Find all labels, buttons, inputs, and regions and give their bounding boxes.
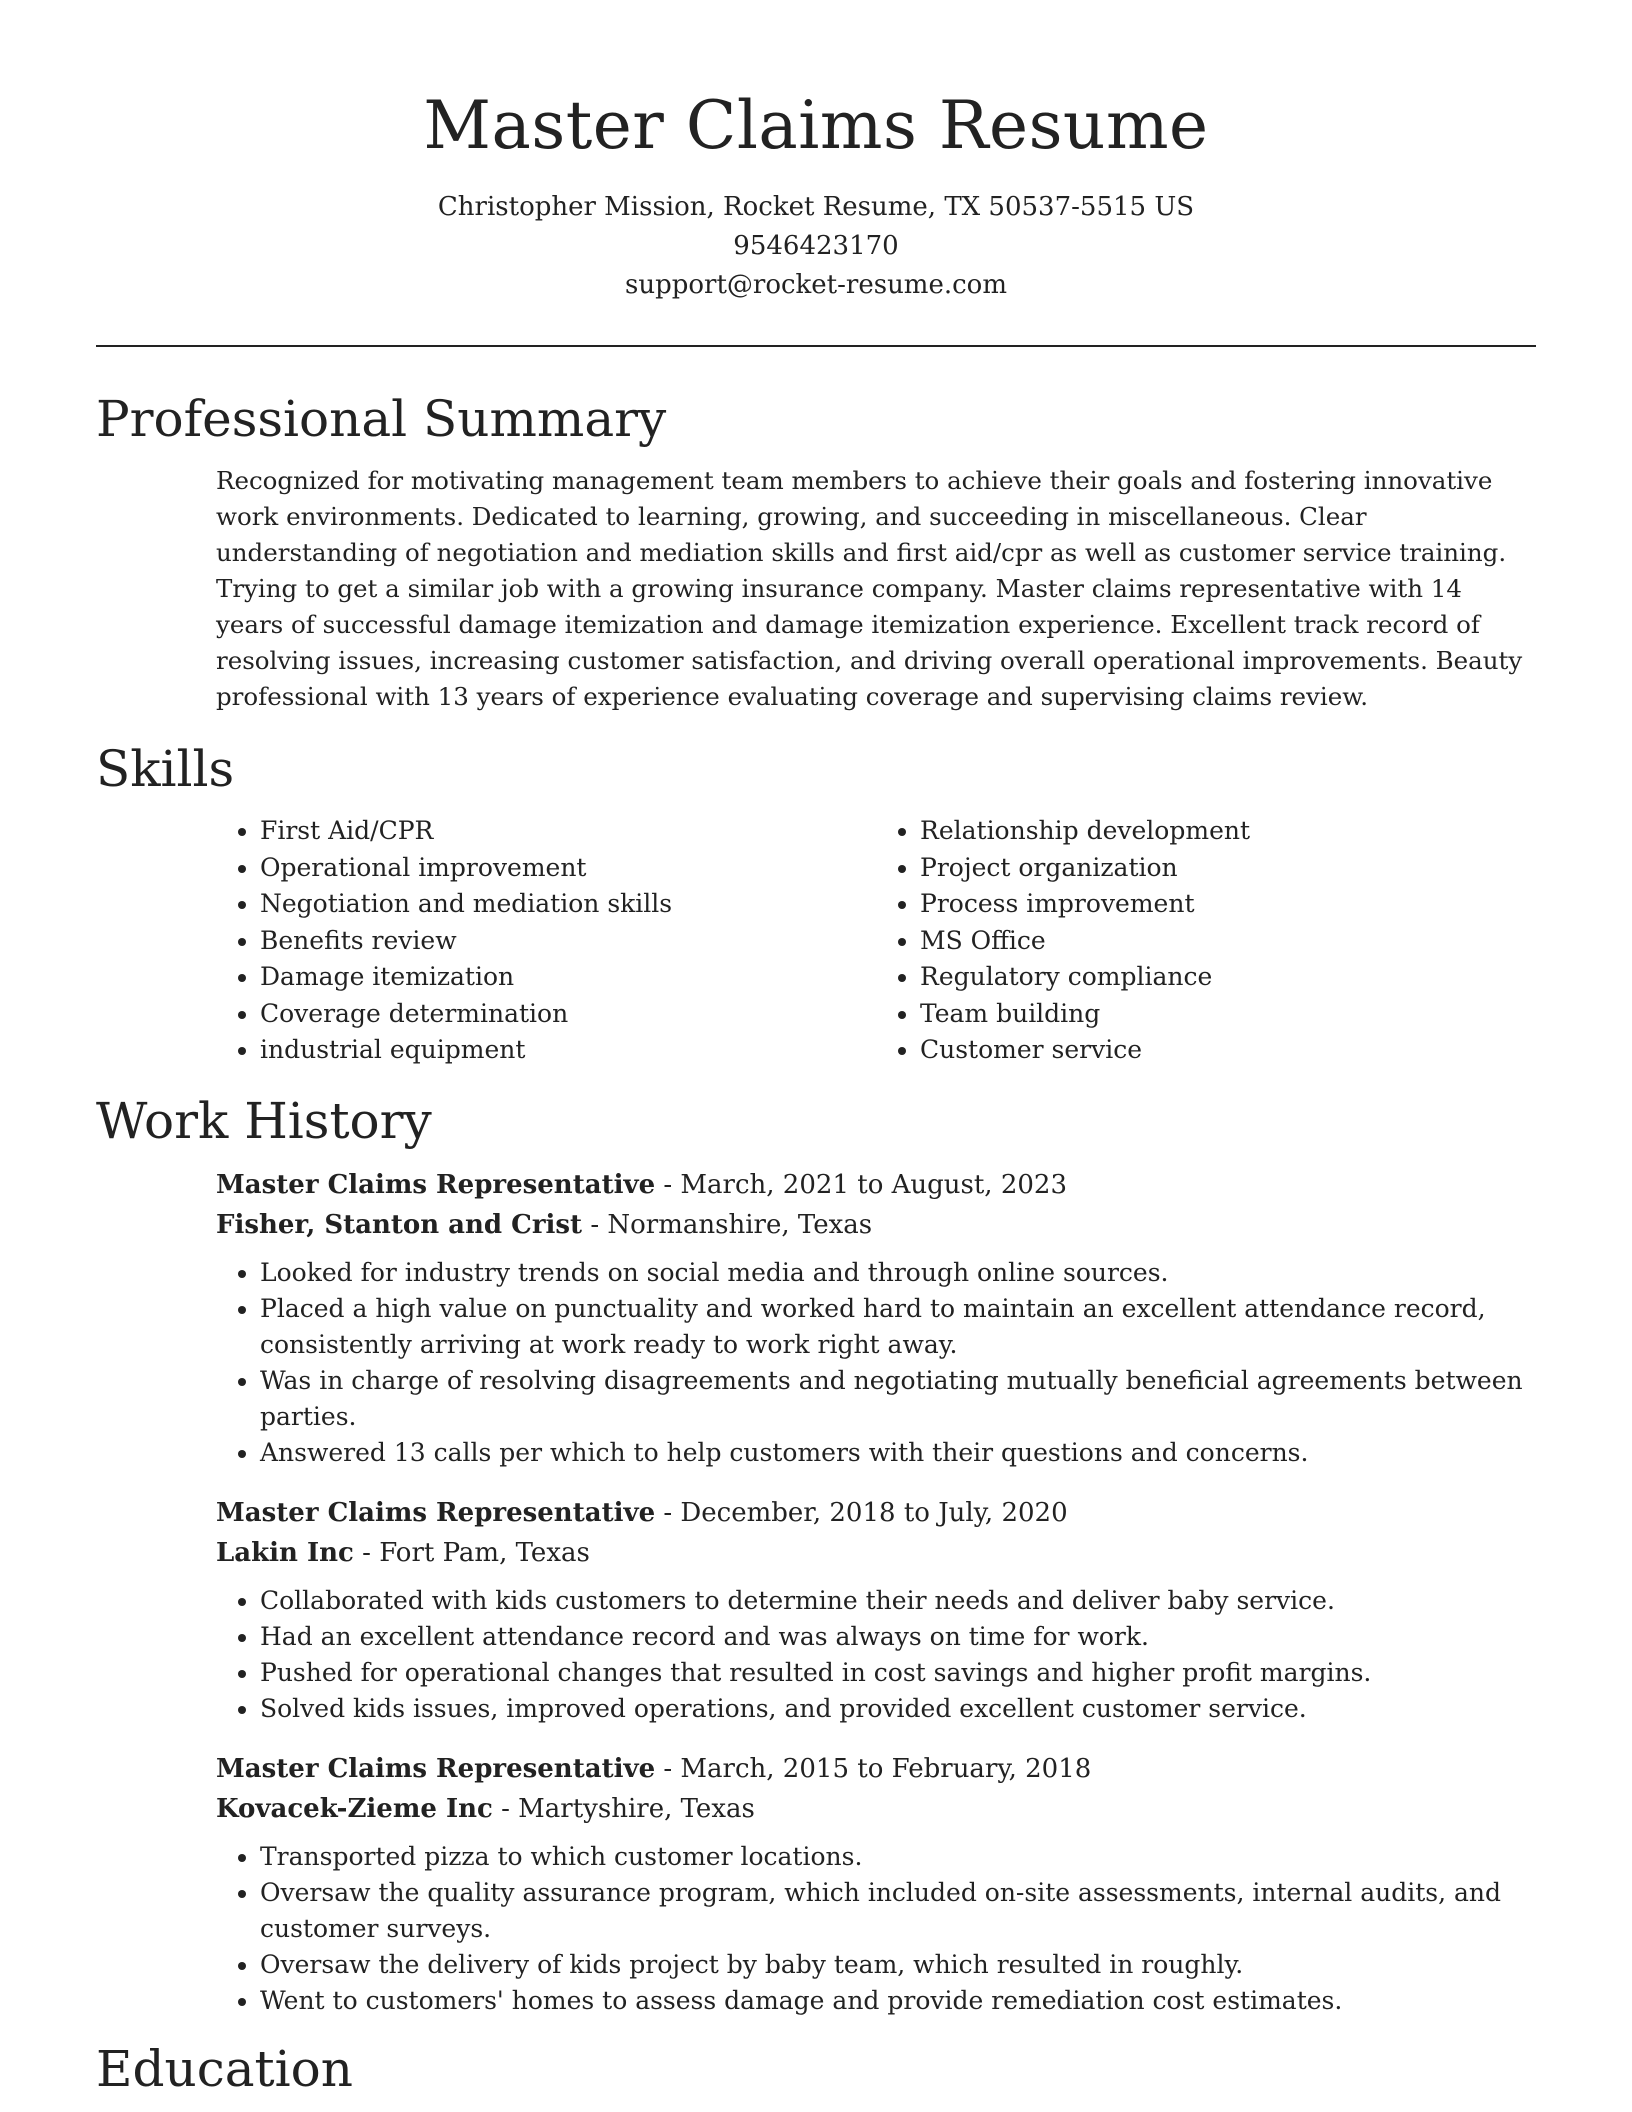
skills-section — [96, 739, 1536, 1069]
skill-item: • Relationship development — [920, 813, 1536, 850]
job-company-line — [216, 1533, 1536, 1573]
job-bullets — [216, 1583, 1536, 1727]
skill-item: • Damage itemization — [260, 959, 876, 996]
skill-item: • Benefits review — [260, 923, 876, 960]
skill-item: • First Aid/CPR — [260, 813, 876, 850]
job-bullet: • Placed a high value on punctuality and worked hard to maintain an excellent attendance record, consistently arriving at work ready to work right away. — [260, 1291, 1536, 1363]
job-dates: - March, 2021 to August, 2023 — [655, 1169, 1068, 1200]
job-title: Master Claims Representative — [216, 1497, 656, 1528]
skill-item: • Coverage determination — [260, 996, 876, 1033]
job-bullet: • Went to customers' homes to assess damage and provide remediation cost estimates. — [260, 1983, 1536, 2019]
job-bullets — [216, 1255, 1536, 1471]
job-company-line — [216, 1205, 1536, 1245]
job-bullets — [216, 1839, 1536, 2019]
contact-block — [96, 188, 1536, 305]
summary-section — [96, 389, 1536, 715]
skills-column-right — [876, 813, 1536, 1069]
job-entry — [216, 1493, 1536, 1727]
job-bullet: • Was in charge of resolving disagreements and negotiating mutually beneficial agreements between parties. — [260, 1363, 1536, 1435]
job-title-line — [216, 1749, 1536, 1789]
job-entry — [216, 1749, 1536, 2019]
job-title: Master Claims Representative — [216, 1169, 656, 1200]
skills-heading: Skills — [96, 740, 235, 798]
education-section — [96, 2039, 1536, 2099]
contact-phone: 9546423170 — [733, 231, 899, 261]
contact-address: Christopher Mission, Rocket Resume, TX 50537-5515 US — [437, 192, 1195, 222]
skill-item: • Operational improvement — [260, 850, 876, 887]
job-bullet: • Transported pizza to which customer locations. — [260, 1839, 1536, 1875]
job-company: Fisher, Stanton and Crist — [216, 1209, 583, 1240]
job-bullet: • Answered 13 calls per which to help customers with their questions and concerns. — [260, 1435, 1536, 1471]
job-bullet: • Had an excellent attendance record and was always on time for work. — [260, 1619, 1536, 1655]
job-title: Master Claims Representative — [216, 1753, 656, 1784]
summary-text: Recognized for motivating management team members to achieve their goals and fostering innovative work environments. Dedicated to learning, growing, and succeeding in miscellaneous. Clear understanding of negotiation and mediation skills and first aid/cpr as well as customer service training. Trying to get a similar job with a growing insurance company. Master claims representative with 14 years of successful damage itemization and damage itemization experience. Excellent track record of resolving issues, increasing customer satisfaction, and driving overall operational improvements. Beauty professional with 13 years of experience evaluating coverage and supervising claims review. — [216, 466, 1523, 711]
job-company: Lakin Inc — [216, 1537, 354, 1568]
job-company-line — [216, 1789, 1536, 1829]
skill-item: • Team building — [920, 996, 1536, 1033]
resume-title: Master Claims Resume — [423, 87, 1209, 164]
job-dates: - December, 2018 to July, 2020 — [655, 1497, 1068, 1528]
education-heading: Education — [96, 2039, 353, 2098]
skill-item: • industrial equipment — [260, 1032, 876, 1069]
skill-item: • Negotiation and mediation skills — [260, 886, 876, 923]
skills-grid — [216, 813, 1536, 1069]
job-entry — [216, 1165, 1536, 1471]
summary-heading: Professional Summary — [96, 390, 667, 448]
job-title-line — [216, 1165, 1536, 1205]
job-bullet: • Solved kids issues, improved operations, and provided excellent customer service. — [260, 1691, 1536, 1727]
job-location: - Fort Pam, Texas — [353, 1537, 590, 1568]
skill-item: • Customer service — [920, 1032, 1536, 1069]
resume-page — [96, 0, 1536, 2099]
job-bullet: • Oversaw the quality assurance program, which included on-site assessments, internal audits, and customer surveys. — [260, 1875, 1536, 1947]
job-bullet: • Oversaw the delivery of kids project by baby team, which resulted in roughly. — [260, 1947, 1536, 1983]
job-location: - Martyshire, Texas — [492, 1793, 755, 1824]
skills-column-left — [216, 813, 876, 1069]
skill-item: • MS Office — [920, 923, 1536, 960]
work-history-section — [96, 1091, 1536, 2019]
work-history-heading: Work History — [96, 1091, 432, 1150]
job-bullet: • Collaborated with kids customers to determine their needs and deliver baby service. — [260, 1583, 1536, 1619]
skill-item: • Regulatory compliance — [920, 959, 1536, 996]
skill-item: • Process improvement — [920, 886, 1536, 923]
job-bullet: • Pushed for operational changes that resulted in cost savings and higher profit margins. — [260, 1655, 1536, 1691]
job-company: Kovacek-Zieme Inc — [216, 1793, 493, 1824]
contact-email: support@rocket-resume.com — [624, 270, 1007, 300]
header-divider — [96, 345, 1536, 347]
skill-item: • Project organization — [920, 850, 1536, 887]
job-dates: - March, 2015 to February, 2018 — [655, 1753, 1092, 1784]
job-bullet: • Looked for industry trends on social media and through online sources. — [260, 1255, 1536, 1291]
job-title-line — [216, 1493, 1536, 1533]
job-location: - Normanshire, Texas — [582, 1209, 873, 1240]
